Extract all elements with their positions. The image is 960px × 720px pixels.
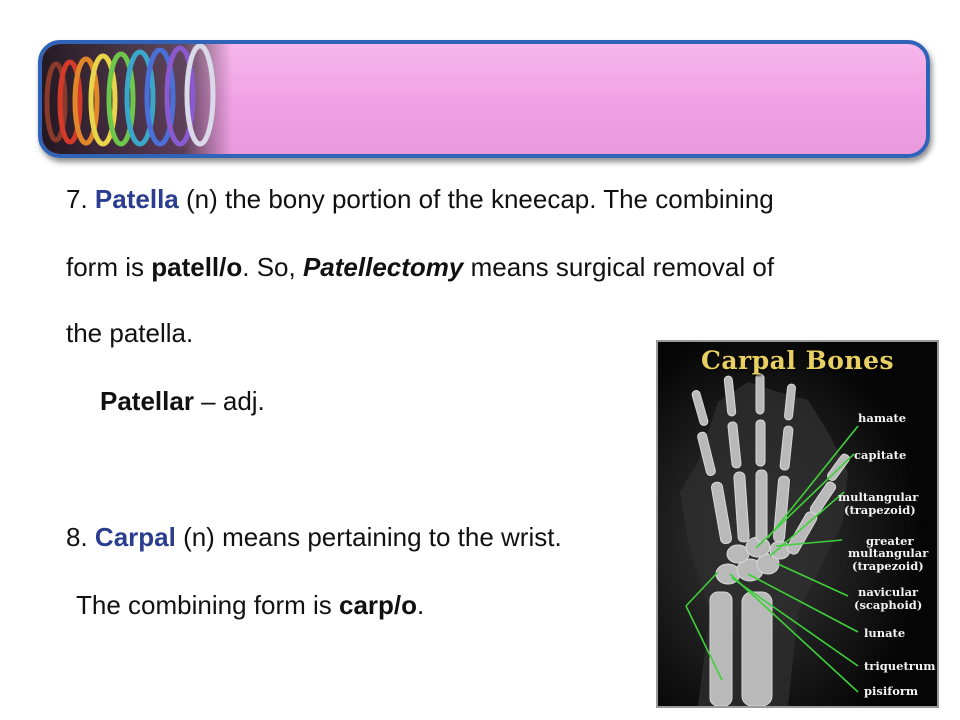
hand-xray-image bbox=[658, 342, 937, 706]
label-multangular: multangular bbox=[838, 490, 919, 504]
rainbow-rings-logo bbox=[42, 44, 232, 154]
label-pisiform: pisiform bbox=[864, 684, 919, 698]
item7-line2-start: form is bbox=[66, 252, 152, 282]
item7-adj-term: Patellar bbox=[100, 386, 194, 416]
label-capitate: capitate bbox=[854, 448, 907, 462]
item7-adjective bbox=[100, 386, 265, 416]
item7-line2-mid: . So, bbox=[242, 252, 303, 282]
label-navicular-alt: (scaphoid) bbox=[854, 598, 923, 612]
label-multangular-alt: (trapezoid) bbox=[844, 503, 916, 517]
item7-line2 bbox=[66, 252, 774, 282]
figure-title: Carpal Bones bbox=[700, 346, 895, 375]
item8-combining-form: carp/o bbox=[338, 590, 418, 620]
item7-definition: (n) the bony portion of the kneecap. The combining bbox=[178, 184, 774, 214]
item8-definition: (n) means pertaining to the wrist. bbox=[175, 522, 562, 552]
title-banner bbox=[38, 40, 930, 158]
label-greater-multangular: multangular bbox=[848, 546, 929, 560]
item7-term: Patella bbox=[94, 184, 179, 214]
item7-line2-end: means surgical removal of bbox=[463, 252, 775, 282]
item8-term: Carpal bbox=[94, 522, 176, 552]
item8-line2-start: The combining form is bbox=[76, 590, 339, 620]
carpal-bones-xray-figure bbox=[656, 340, 939, 708]
item8-number: 8. bbox=[66, 522, 95, 552]
item7-line3-text: the patella. bbox=[66, 318, 194, 348]
item8-line2 bbox=[76, 590, 424, 620]
item7-adj-suffix: – adj. bbox=[193, 386, 265, 416]
item7-line3 bbox=[66, 318, 193, 348]
label-navicular: navicular bbox=[858, 585, 919, 599]
label-hamate: hamate bbox=[858, 411, 907, 425]
label-greater-alt: (trapezoid) bbox=[852, 559, 924, 573]
item8-line2-end: . bbox=[417, 590, 425, 620]
label-lunate: lunate bbox=[864, 626, 906, 640]
item7-combining-form: patell/o bbox=[151, 252, 243, 282]
item7-line1 bbox=[66, 184, 774, 214]
item7-number: 7. bbox=[66, 184, 95, 214]
label-triquetrum: triquetrum bbox=[864, 659, 936, 673]
item8-line1 bbox=[66, 522, 562, 552]
item7-example-term: Patellectomy bbox=[302, 252, 464, 282]
label-greater: greater bbox=[866, 534, 914, 548]
